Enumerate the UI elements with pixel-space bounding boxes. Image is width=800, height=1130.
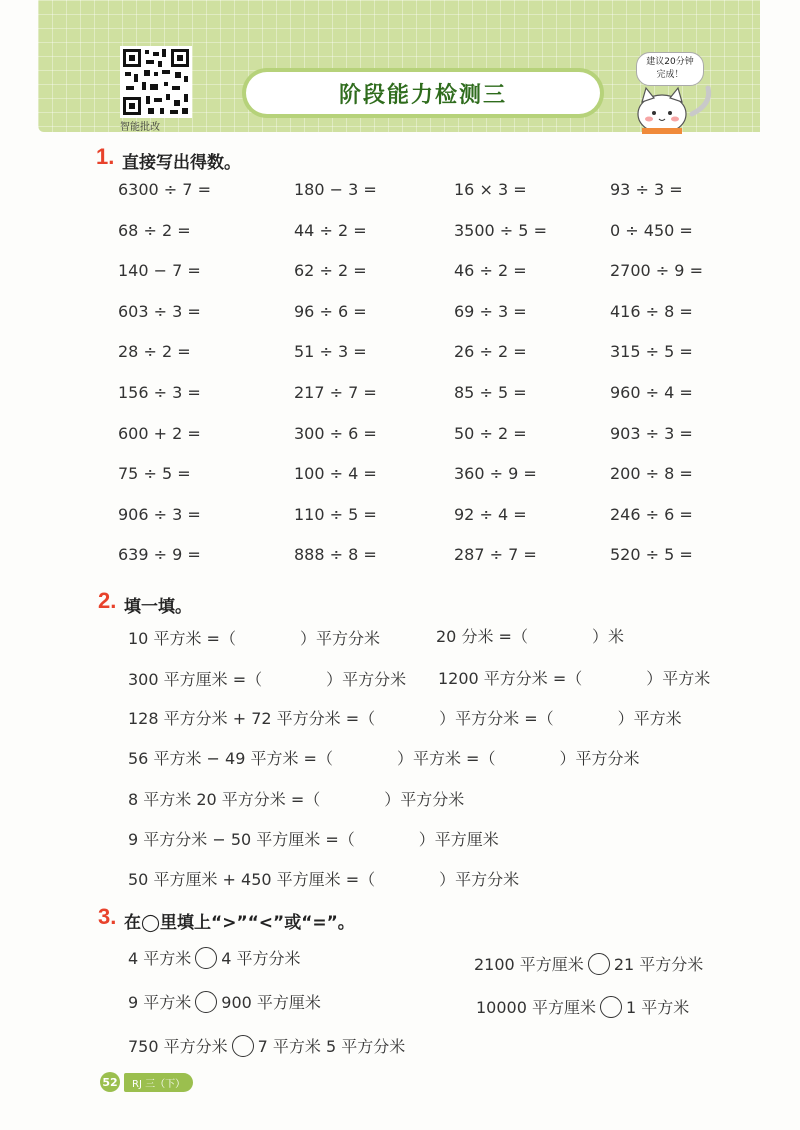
calc-item[interactable]: 246 ÷ 6 = <box>610 505 693 524</box>
section2-title: 填一填。 <box>124 597 192 617</box>
calc-item[interactable]: 0 ÷ 450 = <box>610 221 693 240</box>
calc-item[interactable]: 85 ÷ 5 = <box>454 383 527 402</box>
page-footer <box>100 1072 193 1092</box>
compare-item <box>128 1034 405 1057</box>
calc-item[interactable]: 69 ÷ 3 = <box>454 302 527 321</box>
calc-item[interactable]: 26 ÷ 2 = <box>454 342 527 361</box>
calc-item[interactable]: 140 − 7 = <box>118 261 201 280</box>
edition-label: RJ 三（下） <box>124 1073 193 1092</box>
calc-item[interactable]: 315 ÷ 5 = <box>610 342 693 361</box>
calc-item[interactable]: 44 ÷ 2 = <box>294 221 367 240</box>
calc-item[interactable]: 906 ÷ 3 = <box>118 505 201 524</box>
calc-item[interactable]: 360 ÷ 9 = <box>454 464 537 483</box>
calc-item[interactable]: 110 ÷ 5 = <box>294 505 377 524</box>
calc-item[interactable]: 51 ÷ 3 = <box>294 342 367 361</box>
fill-item[interactable]: 300 平方厘米 =（ ）平方分米 <box>128 670 407 689</box>
fill-item[interactable]: 128 平方分米 + 72 平方分米 =（ ）平方分米 =（ ）平方米 <box>128 709 682 728</box>
compare-item <box>476 995 689 1018</box>
compare-right: 4 平方分米 <box>221 949 301 968</box>
compare-left: 4 平方米 <box>128 949 192 968</box>
calc-item[interactable]: 100 ÷ 4 = <box>294 464 377 483</box>
calc-item[interactable]: 603 ÷ 3 = <box>118 302 201 321</box>
fill-item[interactable]: 8 平方米 20 平方分米 =（ ）平方分米 <box>128 790 465 809</box>
page-title: 阶段能力检测三 <box>338 82 507 108</box>
compare-left: 750 平方分米 <box>128 1037 228 1056</box>
calc-item[interactable]: 75 ÷ 5 = <box>118 464 191 483</box>
calc-item[interactable]: 46 ÷ 2 = <box>454 261 527 280</box>
answer-circle[interactable] <box>195 991 217 1013</box>
qr-code[interactable] <box>82 46 192 118</box>
suggest-line1: 建议20分钟 <box>646 57 694 67</box>
calc-item[interactable]: 62 ÷ 2 = <box>294 261 367 280</box>
calc-item[interactable]: 96 ÷ 6 = <box>294 302 367 321</box>
fill-item[interactable]: 56 平方米 − 49 平方米 =（ ）平方米 =（ ）平方分米 <box>128 749 640 768</box>
compare-item <box>128 990 321 1013</box>
section3-number: 3. <box>98 904 117 929</box>
fill-item[interactable]: 10 平方米 =（ ）平方分米 <box>128 629 380 648</box>
answer-circle[interactable] <box>588 953 610 975</box>
calc-item[interactable]: 68 ÷ 2 = <box>118 221 191 240</box>
section3-title: 在◯里填上“>”“<”或“=”。 <box>124 913 355 933</box>
section1-title: 直接写出得数。 <box>122 153 241 173</box>
section1-number: 1. <box>96 144 115 169</box>
section2-number: 2. <box>98 588 117 613</box>
calc-item[interactable]: 28 ÷ 2 = <box>118 342 191 361</box>
calc-item[interactable]: 50 ÷ 2 = <box>454 424 527 443</box>
cat-mascot-icon <box>632 84 722 138</box>
fill-item[interactable]: 1200 平方分米 =（ ）平方米 <box>438 669 711 688</box>
compare-left: 10000 平方厘米 <box>476 998 596 1017</box>
calc-item[interactable]: 520 ÷ 5 = <box>610 545 693 564</box>
calc-item[interactable]: 16 × 3 = <box>454 180 527 199</box>
answer-circle[interactable] <box>232 1035 254 1057</box>
calc-item[interactable]: 92 ÷ 4 = <box>454 505 527 524</box>
fill-item[interactable]: 50 平方厘米 + 450 平方厘米 =（ ）平方分米 <box>128 870 520 889</box>
calc-item[interactable]: 6300 ÷ 7 = <box>118 180 211 199</box>
calc-item[interactable]: 2700 ÷ 9 = <box>610 261 703 280</box>
answer-circle[interactable] <box>195 947 217 969</box>
fill-item[interactable]: 9 平方分米 − 50 平方厘米 =（ ）平方厘米 <box>128 830 499 849</box>
calc-item[interactable]: 200 ÷ 8 = <box>610 464 693 483</box>
calc-item[interactable]: 93 ÷ 3 = <box>610 180 683 199</box>
suggest-line2: 完成！ <box>656 70 684 80</box>
calc-item[interactable]: 156 ÷ 3 = <box>118 383 201 402</box>
calc-item[interactable]: 600 + 2 = <box>118 424 201 443</box>
compare-left: 2100 平方厘米 <box>474 955 584 974</box>
compare-right: 21 平方分米 <box>613 955 704 974</box>
calc-item[interactable]: 960 ÷ 4 = <box>610 383 693 402</box>
compare-right: 1 平方米 <box>626 998 690 1017</box>
compare-item <box>128 946 301 969</box>
suggest-bubble <box>636 52 704 86</box>
calc-item[interactable]: 903 ÷ 3 = <box>610 424 693 443</box>
qr-label: 智能批改 <box>120 122 160 133</box>
answer-circle[interactable] <box>600 996 622 1018</box>
fill-item[interactable]: 20 分米 =（ ）米 <box>436 627 624 646</box>
calc-item[interactable]: 300 ÷ 6 = <box>294 424 377 443</box>
compare-right: 900 平方厘米 <box>221 993 321 1012</box>
page-number: 52 <box>100 1072 120 1092</box>
calc-item[interactable]: 217 ÷ 7 = <box>294 383 377 402</box>
calc-item[interactable]: 888 ÷ 8 = <box>294 545 377 564</box>
calc-item[interactable]: 287 ÷ 7 = <box>454 545 537 564</box>
compare-item <box>474 952 703 975</box>
calc-item[interactable]: 180 − 3 = <box>294 180 377 199</box>
calc-item[interactable]: 416 ÷ 8 = <box>610 302 693 321</box>
compare-left: 9 平方米 <box>128 993 192 1012</box>
compare-right: 7 平方米 5 平方分米 <box>257 1037 406 1056</box>
title-bar <box>246 72 600 114</box>
calc-item[interactable]: 639 ÷ 9 = <box>118 545 201 564</box>
calc-item[interactable]: 3500 ÷ 5 = <box>454 221 547 240</box>
